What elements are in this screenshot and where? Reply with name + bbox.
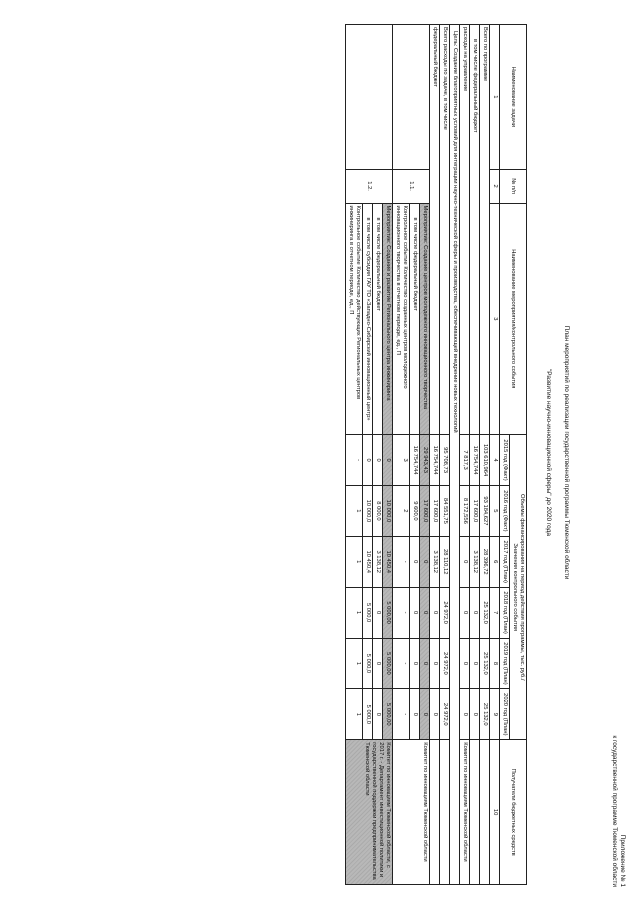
row-label: Всего по программе <box>480 25 490 435</box>
col-number: 1 <box>490 25 500 170</box>
col-recipient-header: Получатели бюджетных средств <box>500 740 527 885</box>
cell-value: 5 000,0 <box>363 587 373 638</box>
row-label: в том числе федеральный бюджет <box>410 203 420 435</box>
cell-value: 3 <box>393 435 410 486</box>
table-row <box>430 25 440 885</box>
cell-value: 17 600,0 <box>430 486 440 537</box>
cell-value: 0 <box>373 638 383 689</box>
cell-value: 0 <box>410 638 420 689</box>
cell-value: - <box>393 689 410 740</box>
col-number: 7 <box>490 587 500 638</box>
year-2020-header: 2020 год (План) <box>500 689 510 740</box>
cell-value: 16 754,744 <box>410 435 420 486</box>
cell-value: 5 000,00 <box>383 638 393 689</box>
cell-value: 1 <box>346 486 363 537</box>
table-row <box>420 25 430 885</box>
cell-value: 0 <box>470 587 480 638</box>
cell-value: - <box>393 536 410 587</box>
cell-value: 0 <box>470 689 480 740</box>
cell-value: 0 <box>420 587 430 638</box>
cell-value: 24 972,0 <box>440 587 450 638</box>
cell-value: 3 138,12 <box>373 536 383 587</box>
table-row <box>383 25 393 885</box>
cell-value: 1 <box>346 536 363 587</box>
row-label: Контрольное событие Количество действующих Региональных центров инжиниринга в отчетном периоде, ед., П <box>346 203 363 435</box>
recipient-cell <box>440 740 450 885</box>
column-number-row <box>490 25 500 885</box>
cell-value: 10 000,0 <box>383 486 393 537</box>
cell-value: 0 <box>383 435 393 486</box>
cell-value: 16 754,744 <box>430 435 440 486</box>
recipient-cell <box>480 740 490 885</box>
cell-value: 1 <box>346 638 363 689</box>
cell-value: 1 <box>346 689 363 740</box>
cell-value: 0 <box>410 536 420 587</box>
funding-header-line-1: Объемы финансирования на период действия программы, тыс. руб./ <box>519 494 525 681</box>
cell-value: 0 <box>430 689 440 740</box>
cell-value: 1 <box>346 587 363 638</box>
cell-value: - <box>346 435 363 486</box>
cell-value: 0 <box>460 689 470 740</box>
cell-value: 28 396,72 <box>480 536 490 587</box>
col-number: 8 <box>490 638 500 689</box>
cell-value: 0 <box>460 536 470 587</box>
cell-value: - <box>393 638 410 689</box>
cell-value: 24 972,0 <box>440 638 450 689</box>
cell-value: 25 132,0 <box>480 587 490 638</box>
table-row <box>460 25 470 885</box>
event-name: Мероприятие: Создание центров молодежного инновационного творчества <box>420 203 430 435</box>
cell-value: 0 <box>470 638 480 689</box>
funding-header-line-2: Значения контрольного события <box>512 543 518 632</box>
year-2017-header: 2017 год (План) <box>500 536 510 587</box>
cell-value: 0 <box>420 689 430 740</box>
cell-value: 8 000,0 <box>373 486 383 537</box>
cell-value: 0 <box>460 587 470 638</box>
cell-value: 0 <box>373 435 383 486</box>
header-row-1 <box>510 25 527 885</box>
cell-value: 0 <box>410 689 420 740</box>
col-number: 10 <box>490 740 500 885</box>
cell-value: 25 132,0 <box>480 638 490 689</box>
recipient-cell: Комитет по инновациям Тюменской области <box>393 740 430 885</box>
cell-value: 8 172,556 <box>460 486 470 537</box>
col-funding-header <box>510 435 527 740</box>
recipient-cell: Комитет по инновациям Тюменской области <box>460 740 470 885</box>
col-num-header: № п/п <box>500 169 527 203</box>
year-2015-header: 2015 год (Факт) <box>500 435 510 486</box>
program-name: "Развитие научно-инновационной сферы" до 2020 года <box>545 368 552 537</box>
appendix-line-1: Приложение № 1 <box>619 834 626 887</box>
col-number: 2 <box>490 169 500 203</box>
col-number: 4 <box>490 435 500 486</box>
goal-text: Цель: Создание благоприятных условий для интеграции научно-технической сферы и производства, обеспечивающей внедрение новых технологий <box>450 25 460 885</box>
cell-value: 10 000,0 <box>363 486 373 537</box>
event-number: 1.2. <box>346 169 393 203</box>
cell-value: 0 <box>430 587 440 638</box>
cell-value: 25 132,0 <box>480 689 490 740</box>
cell-value: 16 754,744 <box>470 435 480 486</box>
recipient-cell <box>470 740 480 885</box>
table-row <box>440 25 450 885</box>
col-number: 9 <box>490 689 500 740</box>
row-label: федеральный бюджет <box>430 25 440 435</box>
cell-value: 0 <box>373 587 383 638</box>
plan-title: План мероприятий по реализации государственной программы Тюменской области <box>563 325 570 580</box>
cell-value: 5 000,0 <box>363 689 373 740</box>
task-cell <box>346 25 393 170</box>
cell-value: 0 <box>430 638 440 689</box>
cell-value: 3 138,12 <box>470 536 480 587</box>
cell-value: 28 110,12 <box>440 536 450 587</box>
col-number: 3 <box>490 203 500 435</box>
table-row <box>480 25 490 885</box>
cell-value: 17 600,0 <box>470 486 480 537</box>
row-label: в том числе федеральный бюджет <box>373 203 383 435</box>
cell-value: 24 972,0 <box>440 689 450 740</box>
cell-value: 0 <box>373 689 383 740</box>
year-2016-header: 2016 год (Факт) <box>500 486 510 537</box>
cell-value: 103 610,964 <box>480 435 490 486</box>
col-number: 5 <box>490 486 500 537</box>
cell-value: 29 943,43 <box>420 435 430 486</box>
row-label: Контрольное событие Количество созданных центров молодежного инновационного творчества в отчетном периоде, ед., П <box>393 203 410 435</box>
event-number: 1.1. <box>393 169 430 203</box>
col-number: 6 <box>490 536 500 587</box>
table-row <box>470 25 480 885</box>
cell-value: 17 600,0 <box>420 486 430 537</box>
task-cell <box>393 25 430 170</box>
cell-value: 2 <box>393 486 410 537</box>
row-label: в том числе субсидия ГАУ ТО «Западно-Сибирский инновационный центр» <box>363 203 373 435</box>
cell-value: 0 <box>460 638 470 689</box>
cell-value: - <box>393 587 410 638</box>
row-label: Всего расходы по задаче, в том числе <box>440 25 450 435</box>
cell-value: 10 450,4 <box>383 536 393 587</box>
appendix-header <box>610 735 626 887</box>
cell-value: 0 <box>420 638 430 689</box>
cell-value: 84 551,75 <box>440 486 450 537</box>
cell-value: 7 817,3 <box>460 435 470 486</box>
appendix-line-2: к государственной программе Тюменской области <box>611 735 618 887</box>
row-label: в том числе федеральный бюджет <box>470 25 480 435</box>
cell-value: 3 138,12 <box>430 536 440 587</box>
cell-value: 5 000,00 <box>383 689 393 740</box>
cell-value: 9 600,0 <box>410 486 420 537</box>
cell-value: 0 <box>410 587 420 638</box>
recipient-cell <box>430 740 440 885</box>
row-label: расходы на управление <box>460 25 470 435</box>
year-2018-header: 2018 год (План) <box>500 587 510 638</box>
cell-value: 10 450,4 <box>363 536 373 587</box>
col-event-header: Наименование мероприятия/контрольного события <box>500 203 527 435</box>
event-name: Мероприятие: Создание и развитие Регионального центра инжиниринга <box>383 203 393 435</box>
cell-value: 95 708,73 <box>440 435 450 486</box>
cell-value: 5 000,00 <box>383 587 393 638</box>
col-task-header: Наименование задачи <box>500 25 527 170</box>
cell-value: 0 <box>363 435 373 486</box>
plan-table <box>345 24 527 885</box>
recipient-cell: Комитет по инновациям Тюменской области, с 2017 г. - Департамент инвестиционной политики и государственной поддержки предпринимательства Тюменской области <box>346 740 393 885</box>
goal-row <box>450 25 460 885</box>
cell-value: 93 184,627 <box>480 486 490 537</box>
year-2019-header: 2019 год (План) <box>500 638 510 689</box>
cell-value: 0 <box>420 536 430 587</box>
cell-value: 5 000,0 <box>363 638 373 689</box>
